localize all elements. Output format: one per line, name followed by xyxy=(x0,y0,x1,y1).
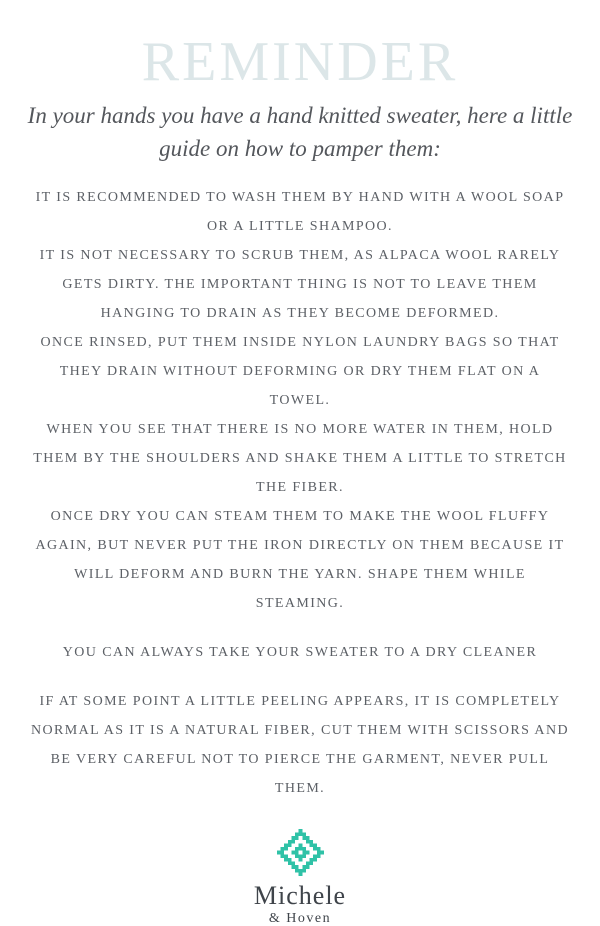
brand-footer xyxy=(254,829,346,926)
guide-paragraph-scrub: IT IS NOT NECESSARY TO SCRUB THEM, AS ALPACA WOOL RARELY GETS DIRTY. THE IMPORTANT THING IS NOT TO LEAVE THEM HANGING TO DRAIN AS THEY BECOME DEFORMED. xyxy=(39,248,561,322)
guide-note-dry-cleaner: YOU CAN ALWAYS TAKE YOUR SWEATER TO A DRY CLEANER xyxy=(62,645,538,661)
guide-paragraph-steam: ONCE DRY YOU CAN STEAM THEM TO MAKE THE WOOL FLUFFY AGAIN, BUT NEVER PUT THE IRON DIRECTLY ON THEM BECAUSE IT WILL DEFORM AND BURN THE YARN. SHAPE THEM WHILE STEAMING. xyxy=(35,509,565,612)
page-title: REMINDER xyxy=(141,31,459,93)
brand-name: Michele xyxy=(253,881,347,911)
knit-diamond-logo-icon xyxy=(277,829,324,876)
brand-suffix: & Hoven xyxy=(268,911,332,926)
guide-paragraph-wash: IT IS RECOMMENDED TO WASH THEM BY HAND WITH A WOOL SOAP OR A LITTLE SHAMPOO. xyxy=(35,190,565,235)
intro-subtitle: In your hands you have a hand knitted sweater, here a little guide on how to pamper them: xyxy=(27,103,573,161)
care-guide-text xyxy=(31,183,569,803)
guide-note-peeling: IF AT SOME POINT A LITTLE PEELING APPEARS, IT IS COMPLETELY NORMAL AS IT IS A NATURAL FIBER, CUT THEM WITH SCISSORS AND BE VERY CAREFUL NOT TO PIERCE THE GARMENT, NEVER PULL THEM. xyxy=(31,694,569,797)
guide-paragraph-rinse: ONCE RINSED, PUT THEM INSIDE NYLON LAUNDRY BAGS SO THAT THEY DRAIN WITHOUT DEFORMING OR DRY THEM FLAT ON A TOWEL. xyxy=(40,335,560,409)
guide-paragraph-shake: WHEN YOU SEE THAT THERE IS NO MORE WATER IN THEM, HOLD THEM BY THE SHOULDERS AND SHAKE THEM A LITTLE TO STRETCH THE FIBER. xyxy=(33,422,567,496)
